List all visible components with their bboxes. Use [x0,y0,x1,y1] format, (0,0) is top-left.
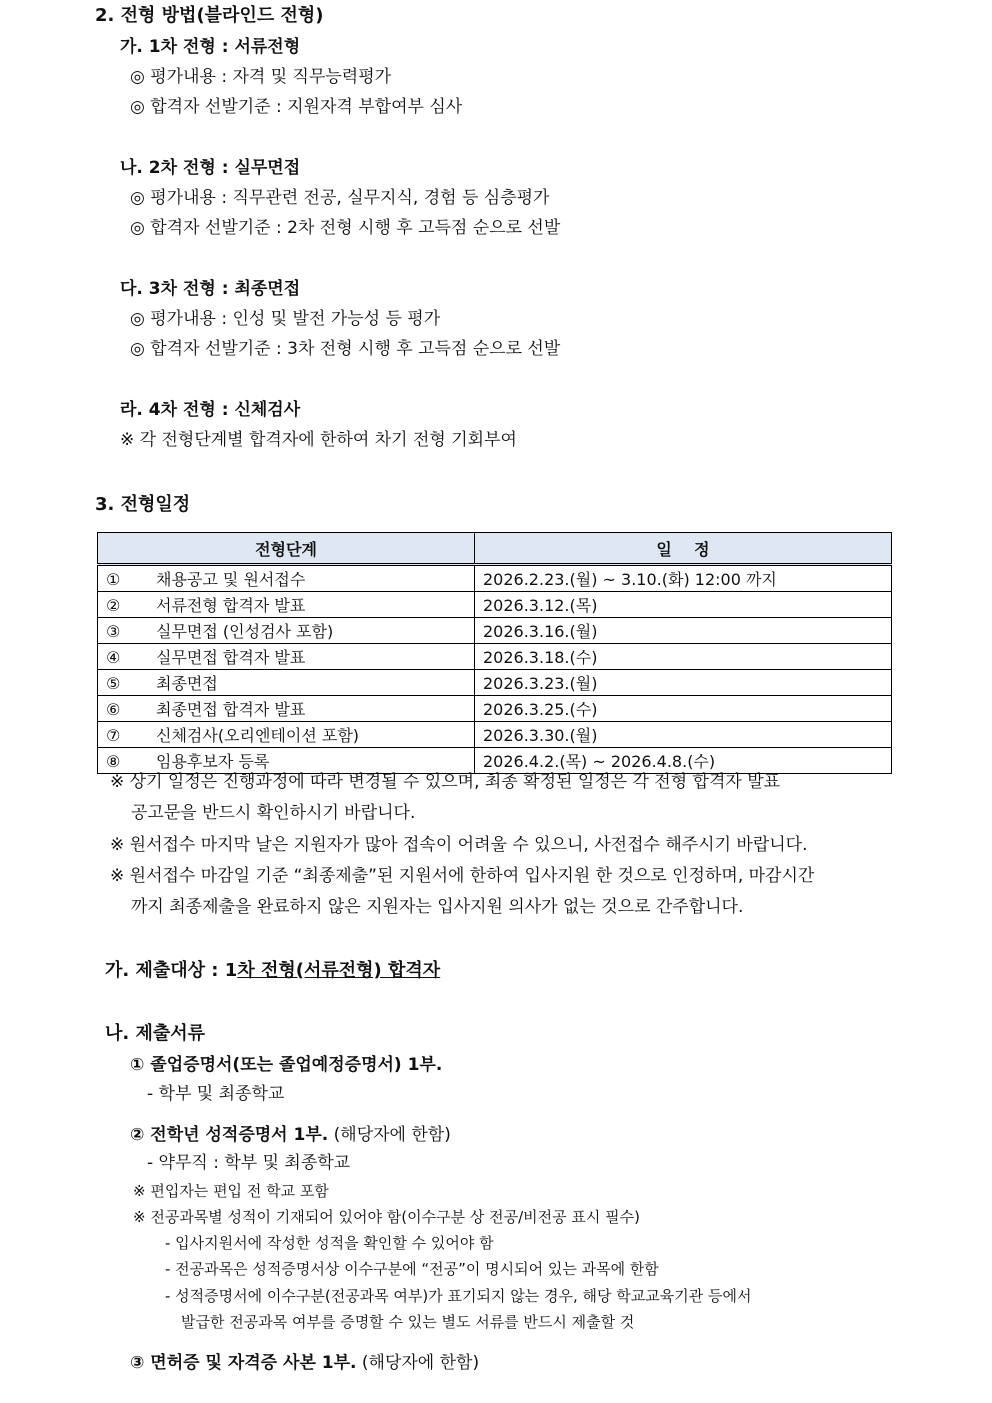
row-date: 2026.3.30.(월) [475,722,892,748]
row-stage: 임용후보자 등록 [156,752,270,771]
stage-2-eval: ◎ 평가내용 : 직무관련 전공, 실무지식, 경험 등 심층평가 [130,188,550,208]
table-row [98,722,892,748]
header-date: 일 정 [475,533,892,565]
stage-1-title: 가. 1차 전형 : 서류전형 [120,37,301,57]
schedule-note-2: ※ 원서접수 마지막 날은 지원자가 많아 접속이 어려울 수 있으니, 사전접수 해주시기 바랍니다. [110,835,808,855]
table-row [98,618,892,644]
header-stage: 전형단계 [98,533,475,565]
stage-2-criteria: ◎ 합격자 선발기준 : 2차 전형 시행 후 고득점 순으로 선발 [130,218,561,238]
submit-target [105,960,440,982]
stage-4-note: ※ 각 전형단계별 합격자에 한하여 차기 전형 기회부여 [120,430,517,450]
doc-2-detail: - 약무직 : 학부 및 최종학교 [147,1153,351,1173]
row-number: ⑧ [106,752,121,771]
stage-3-title: 다. 3차 전형 : 최종면접 [120,279,301,299]
row-stage: 신체검사(오리엔테이션 포함) [156,726,360,745]
schedule-table [97,532,892,774]
table-row [98,670,892,696]
stage-2-title: 나. 2차 전형 : 실무면접 [120,158,301,178]
table-row [98,644,892,670]
doc-3-title-main: ③ 면허증 및 자격증 사본 1부. [130,1353,357,1373]
row-stage: 서류전형 합격자 발표 [156,596,306,615]
submit-docs-title: 나. 제출서류 [105,1023,206,1044]
row-date: 2026.3.16.(월) [475,618,892,644]
row-stage: 최종면접 [156,674,218,693]
row-stage: 실무면접 합격자 발표 [156,648,306,667]
doc-3-title-suffix: (해당자에 한함) [361,1353,480,1373]
row-date: 2026.3.18.(수) [475,644,892,670]
doc-2-sub-1: - 입사지원서에 작성한 성적을 확인할 수 있어야 함 [165,1234,494,1252]
doc-2-note-1: ※ 편입자는 편입 전 학교 포함 [133,1182,329,1200]
stage-3-eval: ◎ 평가내용 : 인성 및 발전 가능성 등 평가 [130,309,441,329]
doc-2-sub-2: - 전공과목은 성적증명서상 이수구분에 “전공”이 명시되어 있는 과목에 한함 [165,1260,659,1278]
row-stage: 채용공고 및 원서접수 [156,570,306,589]
doc-2-sub-3a: - 성적증명서에 이수구분(전공과목 여부)가 표기되지 않는 경우, 해당 학교교육기관 등에서 [165,1287,752,1305]
stage-1-eval: ◎ 평가내용 : 자격 및 직무능력평가 [130,67,392,87]
schedule-note-1b: 공고문을 반드시 확인하시기 바랍니다. [131,803,416,823]
doc-2-title-main: ② 전학년 성적증명서 1부. [130,1125,329,1145]
schedule-note-3b: 까지 최종제출을 완료하지 않은 지원자는 입사지원 의사가 없는 것으로 간주합니다. [131,897,744,917]
row-number: ③ [106,622,121,641]
stage-3-criteria: ◎ 합격자 선발기준 : 3차 전형 시행 후 고득점 순으로 선발 [130,339,561,359]
table-row [98,565,892,592]
doc-2-note-2: ※ 전공과목별 성적이 기재되어 있어야 함(이수구분 상 전공/비전공 표시 필수) [133,1208,640,1226]
row-date: 2026.3.25.(수) [475,696,892,722]
row-date: 2026.4.2.(목) ~ 2026.4.8.(수) [475,748,892,774]
row-number: ② [106,596,121,615]
submit-target-value: 차 전형(서류전형) 합격자 [237,960,441,981]
schedule-note-3a: ※ 원서접수 마감일 기준 “최종제출”된 지원서에 한하여 입사지원 한 것으로 인정하며, 마감시간 [110,866,815,886]
row-number: ⑥ [106,700,121,719]
row-number: ④ [106,648,121,667]
submit-target-label: 가. 제출대상 : 1 [105,960,238,981]
row-stage: 최종면접 합격자 발표 [156,700,306,719]
section-2-title: 2. 전형 방법(블라인드 전형) [95,5,324,26]
row-date: 2026.2.23.(월) ~ 3.10.(화) 12:00 까지 [475,565,892,592]
row-date: 2026.3.12.(목) [475,592,892,618]
row-date: 2026.3.23.(월) [475,670,892,696]
table-row [98,696,892,722]
schedule-note-1a: ※ 상기 일정은 진행과정에 따라 변경될 수 있으며, 최종 확정된 일정은 각 전형 합격자 발표 [110,772,781,792]
row-stage: 실무면접 (인성검사 포함) [156,622,334,641]
row-number: ① [106,570,121,589]
doc-1-detail: - 학부 및 최종학교 [147,1084,285,1104]
stage-1-criteria: ◎ 합격자 선발기준 : 지원자격 부합여부 심사 [130,97,463,117]
stage-4-title: 라. 4차 전형 : 신체검사 [120,400,301,420]
doc-2-sub-3b: 발급한 전공과목 여부를 증명할 수 있는 별도 서류를 반드시 제출할 것 [181,1313,635,1331]
row-number: ⑦ [106,726,121,745]
table-header-row [98,533,892,565]
doc-2-title [130,1125,451,1145]
table-row [98,748,892,774]
doc-3-title [130,1353,479,1373]
row-number: ⑤ [106,674,121,693]
table-row [98,592,892,618]
doc-2-title-suffix: (해당자에 한함) [333,1125,451,1145]
doc-1-title: ① 졸업증명서(또는 졸업예정증명서) 1부. [130,1055,443,1075]
section-3-title: 3. 전형일정 [95,494,191,515]
